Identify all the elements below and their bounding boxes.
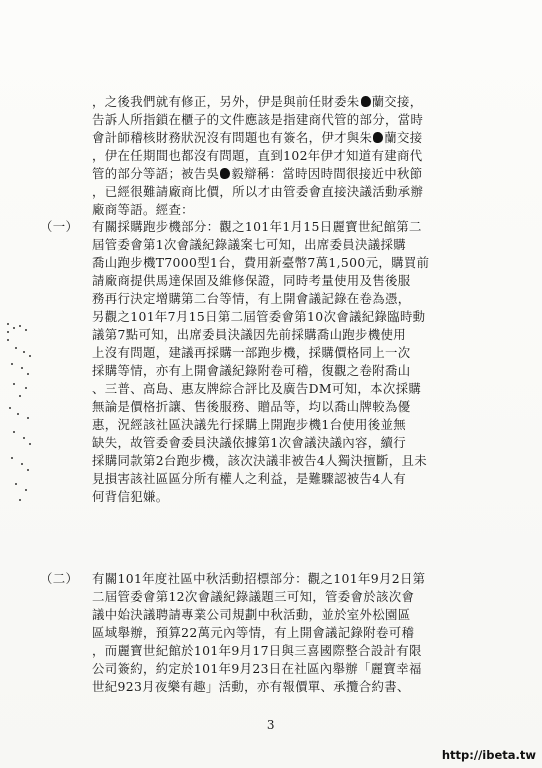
section1-line: 無論是價格折讓、售後服務、贈品等，均以喬山牌較為優	[92, 399, 411, 414]
section1-line: 有關採購跑步機部分：觀之101年1月15日麗寶世紀館第二	[92, 219, 422, 234]
section1-line: 請廠商提供馬達保固及維修保證，同時考量使用及售後服	[92, 273, 411, 288]
section1-line: 採購同款第2台跑步機，該次決議非被告4人獨決擅斷，且未	[92, 453, 427, 468]
section1-line: 、三普、高島、惠友牌綜合評比及廣告DM可知，本次採購	[92, 381, 422, 396]
text-segment: ，之後我們就有修正，另外，伊是與前任財委朱	[92, 94, 360, 109]
text-segment: 毅辯稱：當時因時間很接近中秋節	[231, 166, 423, 181]
section1-line: 喬山跑步機T7000型1台，費用新臺幣7萬1,500元，購買前	[92, 255, 430, 270]
section-marker: （一）	[40, 219, 79, 234]
intro-line	[92, 93, 423, 110]
section1-line: 缺失，故管委會委員決議依據第1次會議決議內容，續行	[92, 435, 407, 450]
section1-line: 何背信犯嫌。	[92, 489, 169, 504]
page-number: 3	[266, 718, 276, 732]
section2-line: 區域舉辦，預算22萬元內等情，有上開會議記錄附卷可稽	[92, 625, 415, 640]
intro-line	[92, 183, 423, 200]
text-segment: ，已經很難請廠商比價，所以才由管委會直接決議活動承辦	[92, 184, 424, 199]
redaction-mark	[220, 168, 230, 179]
section2-line: ，而麗寶世紀館於101年9月17日與三喜國際整合設計有限	[92, 643, 422, 658]
intro-line	[92, 111, 423, 128]
section1-line: 上沒有問題，建議再採購一部跑步機，採購價格同上一次	[92, 345, 411, 360]
text-segment: ，伊在任期間也都沒有問題，直到102年伊才知道有建商代	[92, 148, 423, 163]
text-segment: 管的部分等語；被告吳	[92, 166, 220, 181]
section2-line: 議中始決議聘請專業公司規劃中秋活動，並於室外松園區	[92, 607, 411, 622]
section1-line: 務再行決定增購第二台等情，有上開會議記錄在卷為憑，	[92, 291, 411, 306]
intro-line	[92, 147, 422, 164]
section1-line: 惠，況經該社區決議先行採購上開跑步機1台使用後並無	[92, 417, 407, 432]
binding-perforation-marks	[4, 318, 34, 508]
section2-line: 有關101年度社區中秋活動招標部分：觀之101年9月2日第	[92, 571, 426, 586]
text-segment: 告訴人所指鎖在櫃子的文件應該是指建商代管的部分，當時	[92, 112, 424, 127]
text-segment: 蘭交接，	[371, 94, 423, 109]
section-marker: （二）	[40, 571, 79, 586]
intro-line	[92, 129, 423, 146]
section1-line: 採購等情，亦有上開會議紀錄附卷可稽，復觀之卷附喬山	[92, 363, 411, 378]
text-segment: 廠商等語。經查：	[92, 202, 194, 217]
section1-line: 另觀之101年7月15日第二屆管委會第10次會議紀錄臨時動	[92, 309, 426, 324]
section1-line: 見損害該社區區分所有權人之利益，是難驟認被告4人有	[92, 471, 407, 486]
section1-line: 議第7點可知，出席委員決議因先前採購喬山跑步機使用	[92, 327, 407, 342]
section1-line: 屆管委會第1次會議紀錄議案七可知，出席委員決議採購	[92, 237, 407, 252]
intro-line	[92, 165, 423, 182]
watermark-url: http://ibeta.tw	[441, 748, 536, 762]
redaction-mark	[361, 96, 371, 107]
section2-line: 二屆管委會第12次會議紀錄議題三可知，管委會於該次會	[92, 589, 415, 604]
section2-line: 世紀923月夜樂有趣」活動，亦有報價單、承攬合約書、	[92, 679, 410, 694]
text-segment: 蘭交接	[384, 130, 423, 145]
redaction-mark	[373, 132, 383, 143]
text-segment: 會計師稽核財務狀況沒有問題也有簽名，伊才與朱	[92, 130, 373, 145]
section2-line: 公司簽約，約定於101年9月23日在社區內舉辦「麗寶幸福	[92, 661, 422, 676]
intro-line	[92, 201, 194, 218]
